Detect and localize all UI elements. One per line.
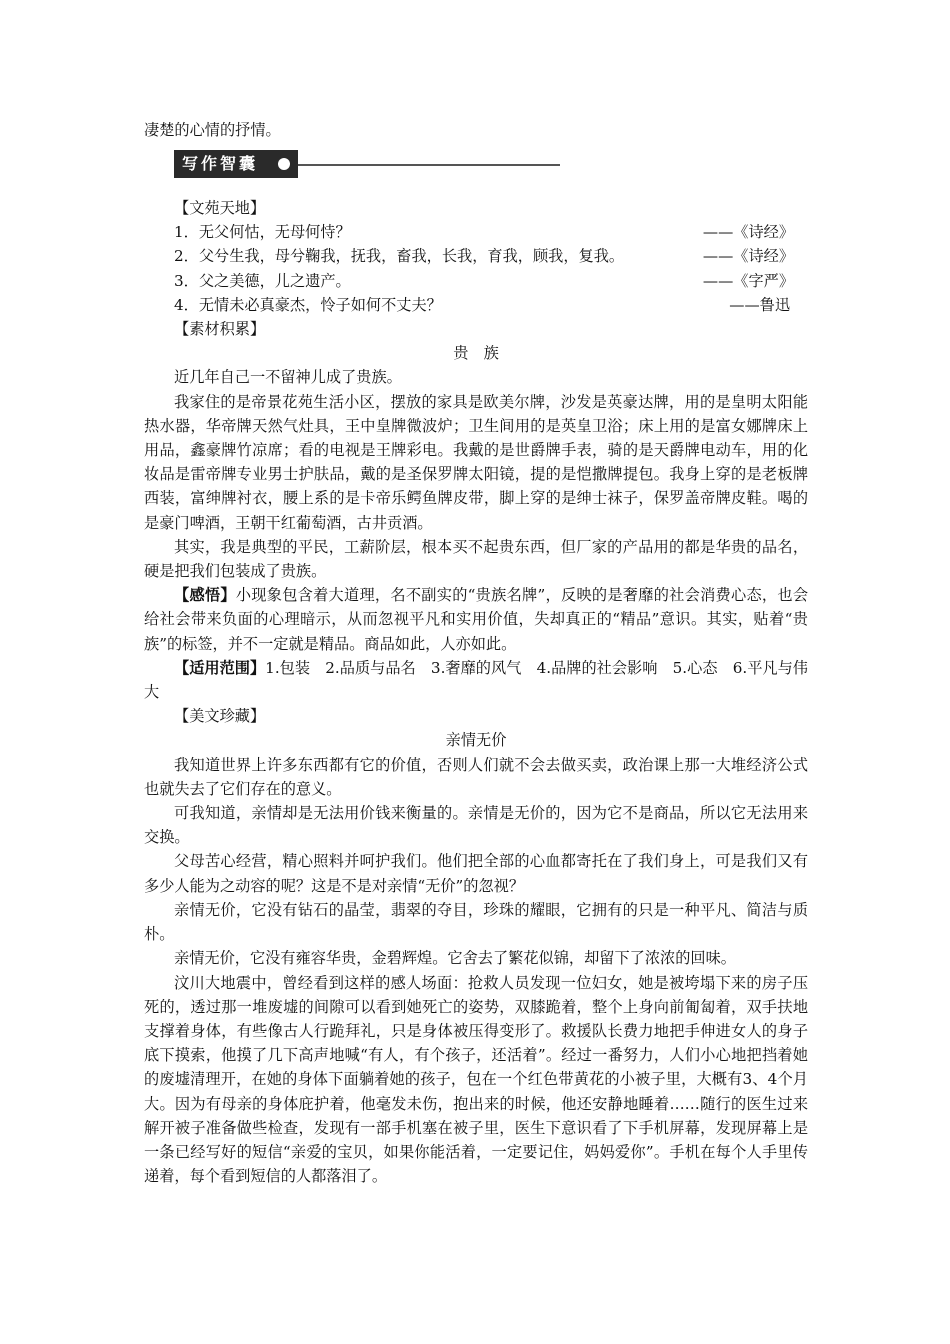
- section-heading-meiwen: 【美文珍藏】: [174, 707, 266, 726]
- insight-text: 小现象包含着大道理，名不副实的“贵族名牌”，反映的是奢靡的社会消费心态，也会给社会带来负面的心理暗示，从而忽视平凡和实用价值，失却真正的“精品”意识。其实，贴着“贵族”的标签，并不一定就是精品。商品如此，人亦如此。: [144, 586, 809, 653]
- article-title-qinqing: 亲情无价: [445, 731, 507, 750]
- article-paragraph: 可我知道，亲情却是无法用价钱来衡量的。亲情是无价的，因为它不是商品，所以它无法用来交换。: [144, 804, 808, 847]
- insight-paragraph: [144, 583, 808, 656]
- quote-text: 2．父兮生我，母兮鞠我，抚我，畜我，长我，育我，顾我，复我。: [174, 247, 625, 266]
- article-paragraph: 父母苦心经营，精心照料并呵护我们。他们把全部的心血都寄托在了我们身上，可是我们又有多少人能为之动容的呢？这是不是对亲情“无价”的忽视？: [144, 852, 808, 895]
- section-heading-wenyuan: 【文苑天地】: [174, 199, 266, 217]
- scope-paragraph: [144, 656, 808, 704]
- article-paragraph: 其实，我是典型的平民，工薪阶层，根本买不起贵东西，但厂家的产品用的都是华贵的品名，硬是把我们包装成了贵族。: [144, 537, 808, 581]
- quote-row: [144, 269, 808, 293]
- article-paragraph: 我家住的是帝景花苑生活小区，摆放的家具是欧美尔牌，沙发是英豪达牌，用的是皇明太阳能热水器，华帝牌天然气灶具，王中皇牌微波炉；卫生间用的是英皇卫浴；床上用的是富女娜牌床上用品，鑫豪牌竹凉席；看的电视是王牌彩电。我戴的是世爵牌手表，骑的是天爵牌电动车，用的化妆品是雷帝牌专业男士护肤品，戴的是圣保罗牌太阳镜，提的是恺撒牌提包。我身上穿的是老板牌西装，富绅牌衬衣，腰上系的是卡帝乐鳄鱼牌皮带，脚上穿的是绅士袜子，保罗盖帝牌皮鞋。喝的是豪门啤酒，王朝干红葡萄酒，古井贡酒。: [144, 392, 808, 532]
- banner-title-text: 写作智囊: [182, 154, 259, 173]
- banner-rule: [298, 164, 560, 166]
- intro-line: 凄楚的心情的抒情。: [144, 121, 281, 139]
- bullet-dot-icon: [278, 158, 290, 170]
- quote-source: ——《诗经》: [702, 223, 794, 242]
- scope-text: 1.包装 2.品质与品名 3.奢靡的风气 4.品牌的社会影响 5.心态 6.平凡与伟大: [144, 658, 808, 702]
- writing-section-banner: [174, 150, 560, 178]
- article-paragraph: 汶川大地震中，曾经看到这样的感人场面：抢救人员发现一位妇女，她是被垮塌下来的房子压死的，透过那一堆废墟的间隙可以看到她死亡的姿势，双膝跪着，整个上身向前匍匐着，双手扶地支撑着身体，有些像古人行跪拜礼，只是身体被压得变形了。救援队长费力地把手伸进女人的身子底下摸索，他摸了几下高声地喊“有人，有个孩子，还活着”。经过一番努力，人们小心地把挡着她的废墟清理开，在她的身体下面躺着她的孩子，包在一个红色带黄花的小被子里，大概有3、4个月大。因为有母亲的身体庇护着，他毫发未伤，抱出来的时候，他还安静地睡着……随行的医生过来解开被子准备做些检查，发现有一部手机塞在被子里，医生下意识看了下手机屏幕，发现屏幕上是一条已经写好的短信“亲爱的宝贝，如果你能活着，一定要记住，妈妈爱你”。手机在每个人手里传递着，每个看到短信的人都落泪了。: [144, 973, 808, 1186]
- quote-source: ——《诗经》: [702, 247, 794, 266]
- section-heading-sucai: 【素材积累】: [174, 320, 266, 339]
- article-paragraph: 我知道世界上许多东西都有它的价值，否则人们就不会去做买卖，政治课上那一大堆经济公式也就失去了它们存在的意义。: [144, 755, 808, 798]
- section-wenyuan: [144, 196, 808, 1188]
- insight-label: 【感悟】: [174, 586, 236, 605]
- quote-row: [144, 244, 808, 268]
- quote-row: [144, 220, 808, 244]
- quote-text: 3．父之美德，儿之遗产。: [174, 271, 351, 290]
- article-paragraph: 亲情无价，它没有雍容华贵，金碧辉煌。它舍去了繁花似锦，却留下了浓浓的回味。: [174, 949, 736, 968]
- quote-source: ——鲁迅: [729, 295, 790, 314]
- quote-text: 4．无情未必真豪杰，怜子如何不丈夫？: [174, 295, 442, 314]
- scope-label: 【适用范围】: [174, 658, 266, 677]
- article-title-guizu: 贵 族: [453, 344, 499, 363]
- quote-source: ——《字严》: [702, 271, 794, 290]
- article-paragraph: 亲情无价，它没有钻石的晶莹，翡翠的夺目，珍珠的耀眼，它拥有的只是一种平凡、简洁与质朴。: [144, 900, 808, 944]
- article-paragraph: 近几年自己一不留神儿成了贵族。: [174, 368, 402, 387]
- quote-text: 1．无父何怙，无母何恃？: [174, 223, 351, 242]
- quote-row: [144, 293, 808, 317]
